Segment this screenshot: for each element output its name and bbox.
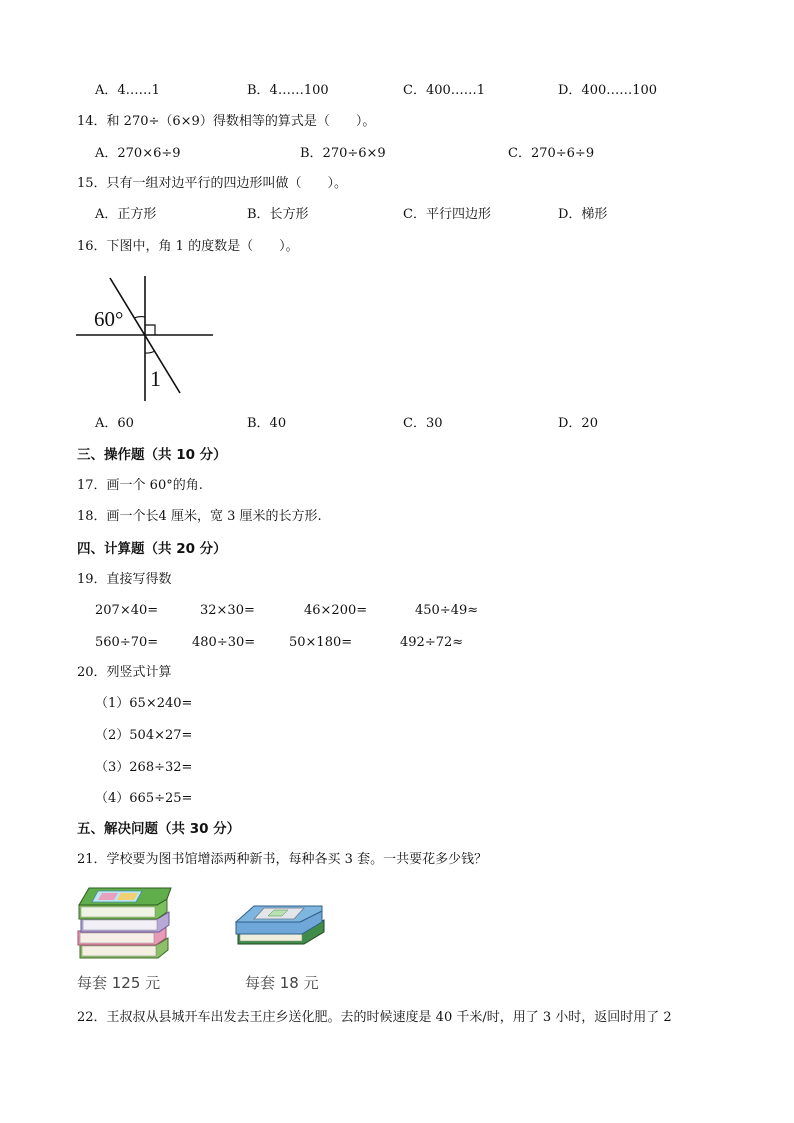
book-stack-1-image [74, 884, 174, 969]
q14-stem: 14．和 270÷（6×9）得数相等的算式是（ ）。 [77, 114, 376, 129]
q22-stem: 22．王叔叔从县城开车出发去王庄乡送化肥。去的时候速度是 40 千米/时，用了 3 小时，返回时用了 2 [77, 1010, 672, 1025]
angle-arc-top [134, 317, 145, 318]
q15-stem: 15．只有一组对边平行的四边形叫做（ ）。 [77, 176, 348, 191]
q20-item: （1）65×240= [95, 696, 193, 711]
q15-option-a: A．正方形 [95, 207, 157, 222]
q16-option-b: B．40 [247, 416, 287, 431]
q19-expr: 50×180= [289, 635, 353, 650]
q16-option-d: D．20 [558, 416, 598, 431]
q19-expr: 492÷72≈ [400, 635, 464, 650]
q19-expr: 32×30= [200, 603, 255, 618]
q19-expr: 480÷30= [192, 635, 256, 650]
q15-option-b: B．长方形 [247, 207, 309, 222]
q14-option-b: B．270÷6×9 [300, 146, 386, 161]
q20-item: （3）268÷32= [95, 760, 193, 775]
angle-arc-bottom [145, 351, 155, 353]
q19-expr: 207×40= [95, 603, 159, 618]
q16-angle-figure [70, 270, 220, 405]
book-1-price: 每套 125 元 [77, 974, 161, 992]
q13-option-d: D．400……100 [558, 83, 658, 98]
q19-expr: 560÷70= [95, 635, 159, 650]
q19-stem: 19．直接写得数 [77, 572, 172, 587]
q15-option-d: D．梯形 [558, 207, 608, 222]
book-stack-2-image [234, 900, 334, 952]
q15-option-c: C．平行四边形 [403, 207, 491, 222]
section-4-heading: 四、计算题（共 20 分） [77, 541, 227, 557]
angle-1-label: 1 [150, 366, 161, 391]
q13-option-c: C．400……1 [403, 83, 486, 98]
angle-60-label: 60° [94, 307, 124, 331]
q14-option-a: A．270×6÷9 [95, 146, 181, 161]
section-5-heading: 五、解决问题（共 30 分） [77, 821, 241, 837]
book-2-price: 每套 18 元 [245, 974, 319, 992]
q16-option-a: A．60 [95, 416, 134, 431]
section-3-heading: 三、操作题（共 10 分） [77, 447, 227, 463]
q20-item: （2）504×27= [95, 728, 193, 743]
q14-option-c: C．270÷6÷9 [508, 146, 595, 161]
q19-expr: 450÷49≈ [415, 603, 479, 618]
q17-stem: 17．画一个 60°的角. [77, 478, 203, 493]
q18-stem: 18．画一个长4 厘米，宽 3 厘米的长方形. [77, 509, 322, 524]
q20-stem: 20．列竖式计算 [77, 665, 172, 680]
q13-option-b: B．4……100 [247, 83, 329, 98]
q13-option-a: A．4……1 [95, 83, 160, 98]
q20-item: （4）665÷25= [95, 791, 193, 806]
q21-stem: 21．学校要为图书馆增添两种新书，每种各买 3 套。一共要花多少钱？ [77, 852, 488, 867]
q19-expr: 46×200= [304, 603, 368, 618]
right-angle-mark [145, 325, 155, 335]
q16-stem: 16．下图中，角 1 的度数是（ ）。 [77, 239, 299, 254]
q16-option-c: C．30 [403, 416, 443, 431]
